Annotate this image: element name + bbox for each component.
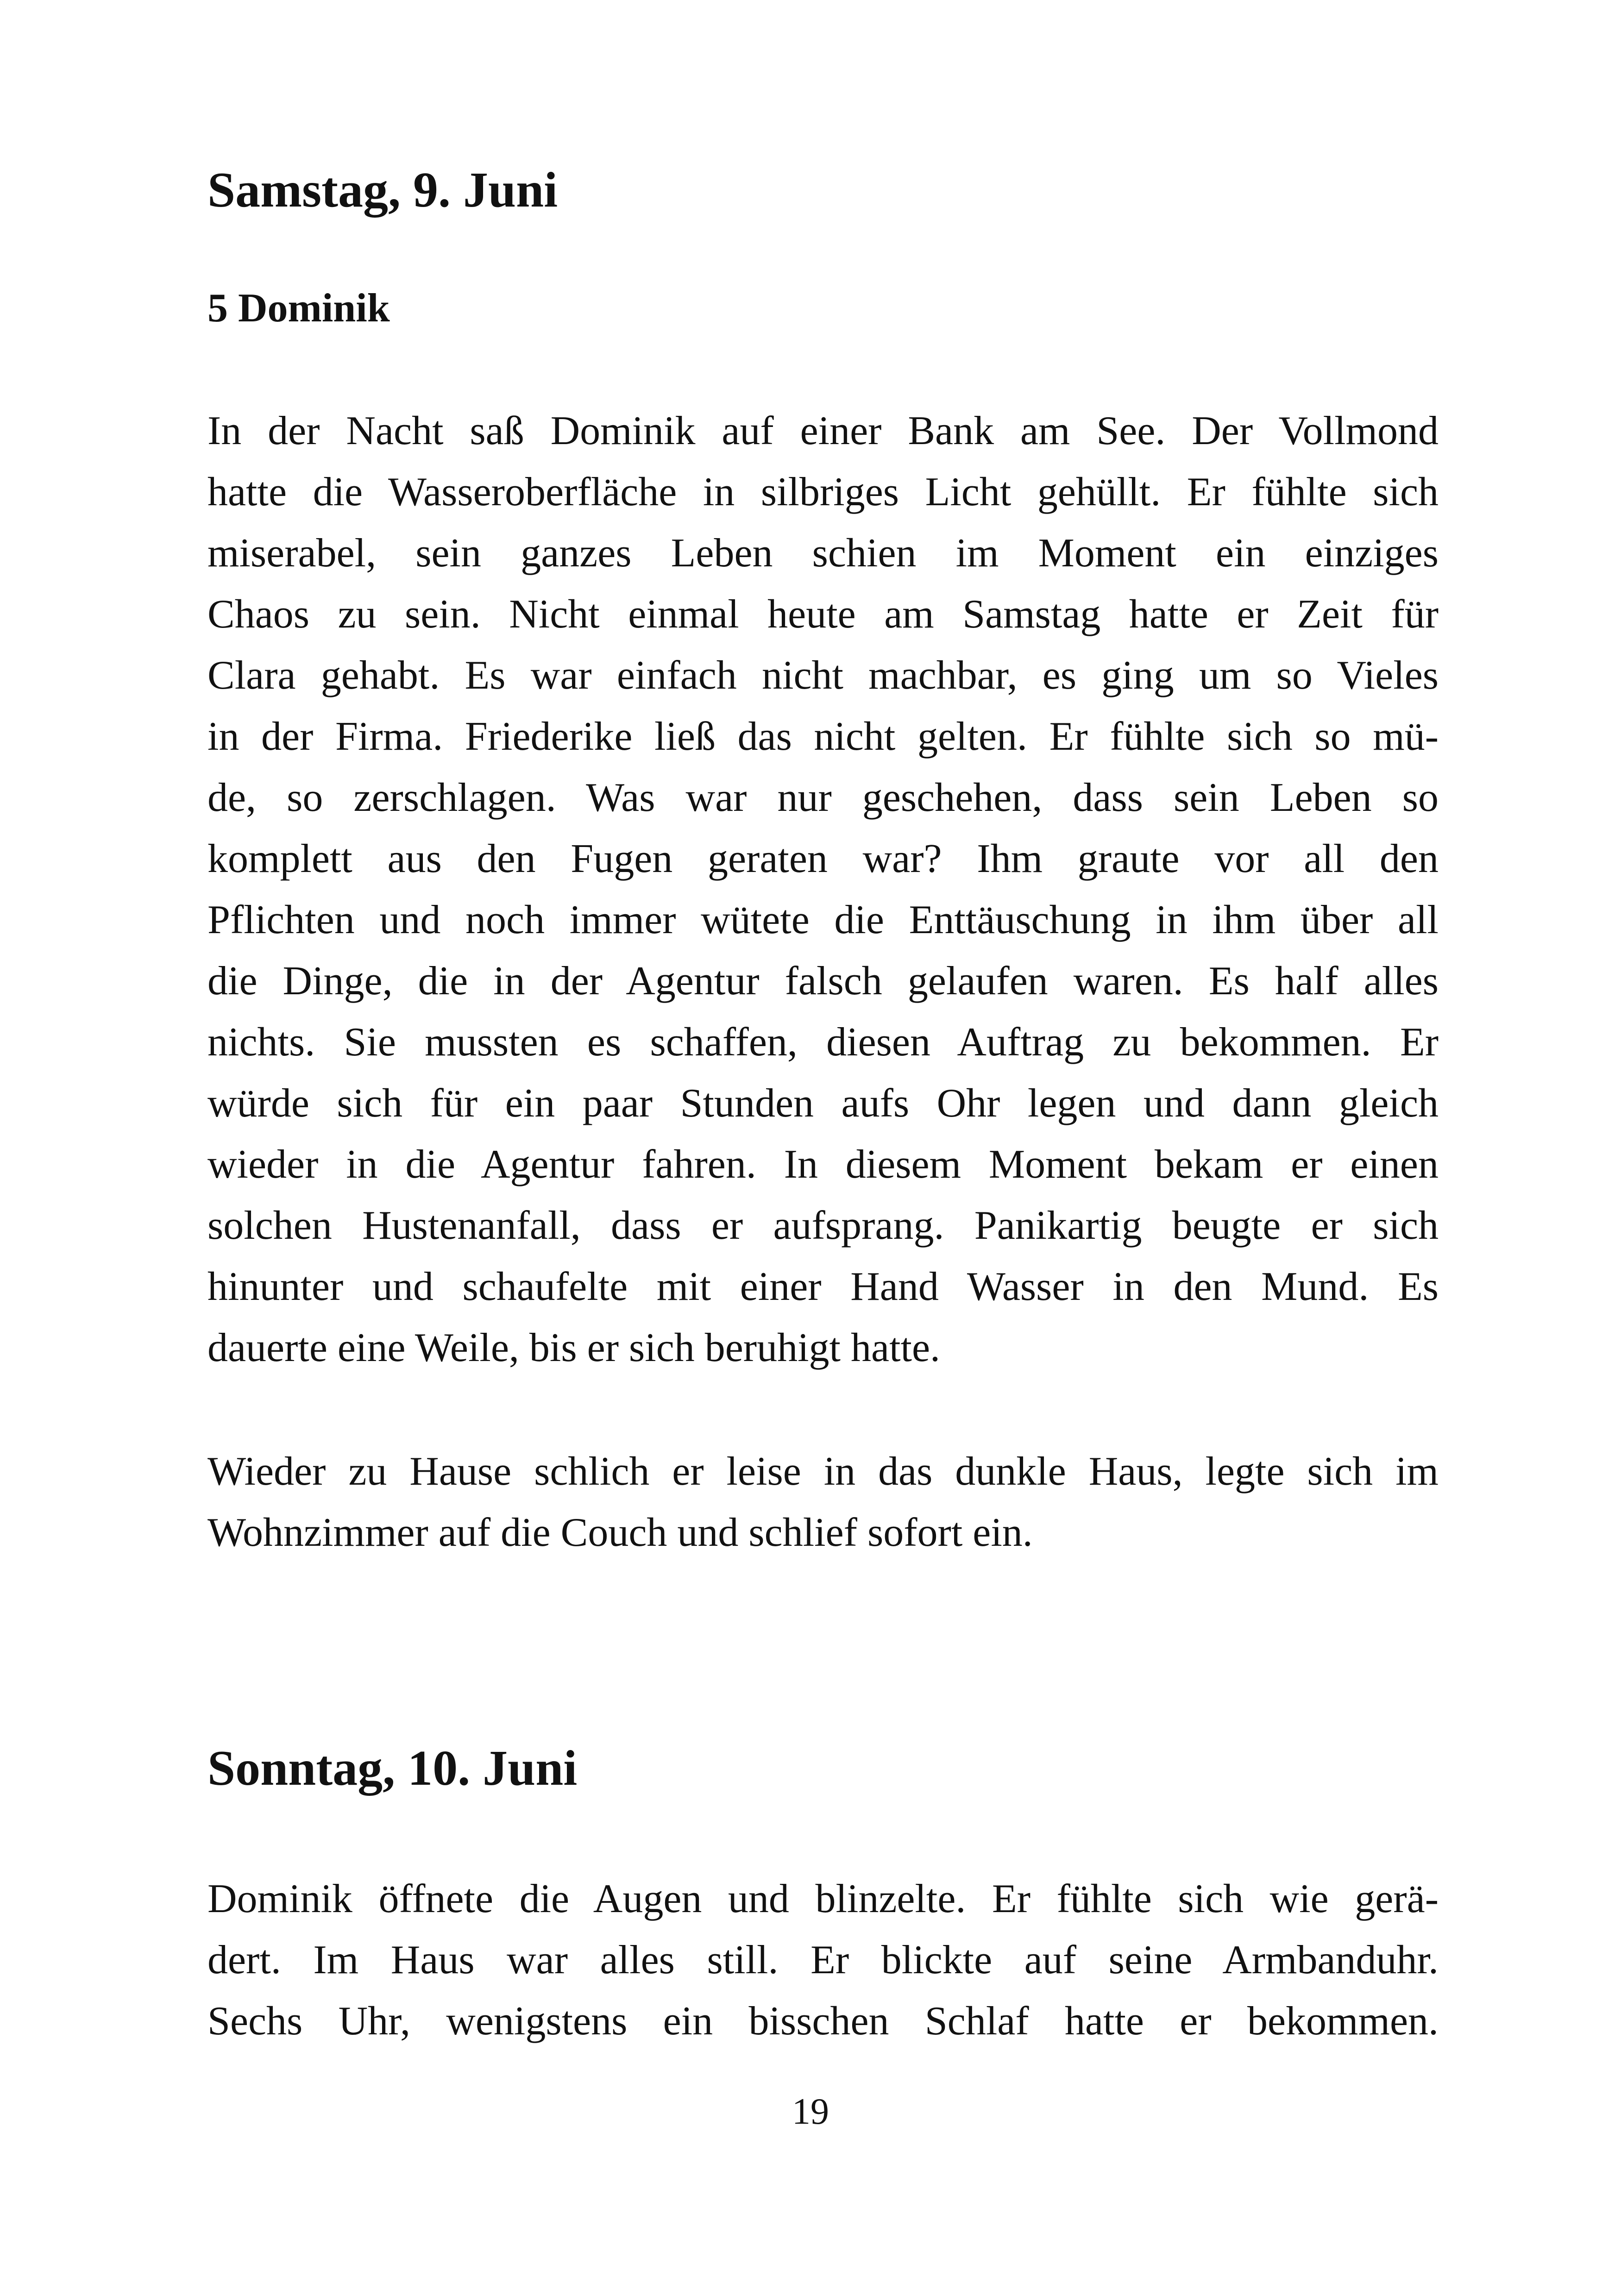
paragraph-back-home: [207, 1441, 1439, 1563]
text-line: Chaos zu sein. Nicht einmal heute am Samstag hatte er Zeit für: [207, 592, 1439, 637]
text-line: miserabel, sein ganzes Leben schien im Moment ein einziges: [207, 531, 1439, 576]
text-line: nichts. Sie mussten es schaffen, diesen Auftrag zu bekommen. Er: [207, 1020, 1439, 1065]
text-line: Sechs Uhr, wenigstens ein bisschen Schlaf hatte er bekommen.: [207, 1999, 1439, 2044]
text-line: solchen Hustenanfall, dass er aufsprang. Panikartig beugte er sich: [207, 1203, 1439, 1248]
text-line: in der Firma. Friederike ließ das nicht gelten. Er fühlte sich so mü-: [207, 714, 1439, 759]
text-line: komplett aus den Fugen geraten war? Ihm graute vor all den: [207, 836, 1439, 881]
text-line: Wohnzimmer auf die Couch und schlief sofort ein.: [207, 1510, 1033, 1555]
text-line: wieder in die Agentur fahren. In diesem Moment bekam er einen: [207, 1142, 1439, 1187]
paragraph-sunday-morning: [207, 1869, 1439, 2052]
date-heading-saturday: Samstag, 9. Juni: [207, 163, 558, 218]
text-line: würde sich für ein paar Stunden aufs Ohr legen und dann gleich: [207, 1081, 1439, 1126]
text-line: dauerte eine Weile, bis er sich beruhigt hatte.: [207, 1325, 941, 1370]
text-line: hatte die Wasseroberfläche in silbriges Licht gehüllt. Er fühlte sich: [207, 470, 1439, 514]
text-line: dert. Im Haus war alles still. Er blickte auf seine Armbanduhr.: [207, 1938, 1439, 1982]
date-heading-sunday: Sonntag, 10. Juni: [207, 1741, 578, 1796]
text-line: In der Nacht saß Dominik auf einer Bank am See. Der Vollmond: [207, 408, 1439, 453]
text-line: hinunter und schaufelte mit einer Hand Wasser in den Mund. Es: [207, 1264, 1439, 1309]
paragraph-night-at-lake: [207, 401, 1439, 1379]
text-line: Dominik öffnete die Augen und blinzelte. Er fühlte sich wie gerä-: [207, 1876, 1439, 1921]
text-line: Clara gehabt. Es war einfach nicht machbar, es ging um so Vieles: [207, 653, 1439, 698]
text-line: de, so zerschlagen. Was war nur geschehen, dass sein Leben so: [207, 775, 1439, 820]
text-line: Wieder zu Hause schlich er leise in das dunkle Haus, legte sich im: [207, 1449, 1439, 1494]
text-line: die Dinge, die in der Agentur falsch gelaufen waren. Es half alles: [207, 959, 1439, 1004]
page-number: 19: [792, 2091, 829, 2132]
text-line: Pflichten und noch immer wütete die Enttäuschung in ihm über all: [207, 897, 1439, 942]
chapter-title: 5 Dominik: [207, 286, 390, 331]
